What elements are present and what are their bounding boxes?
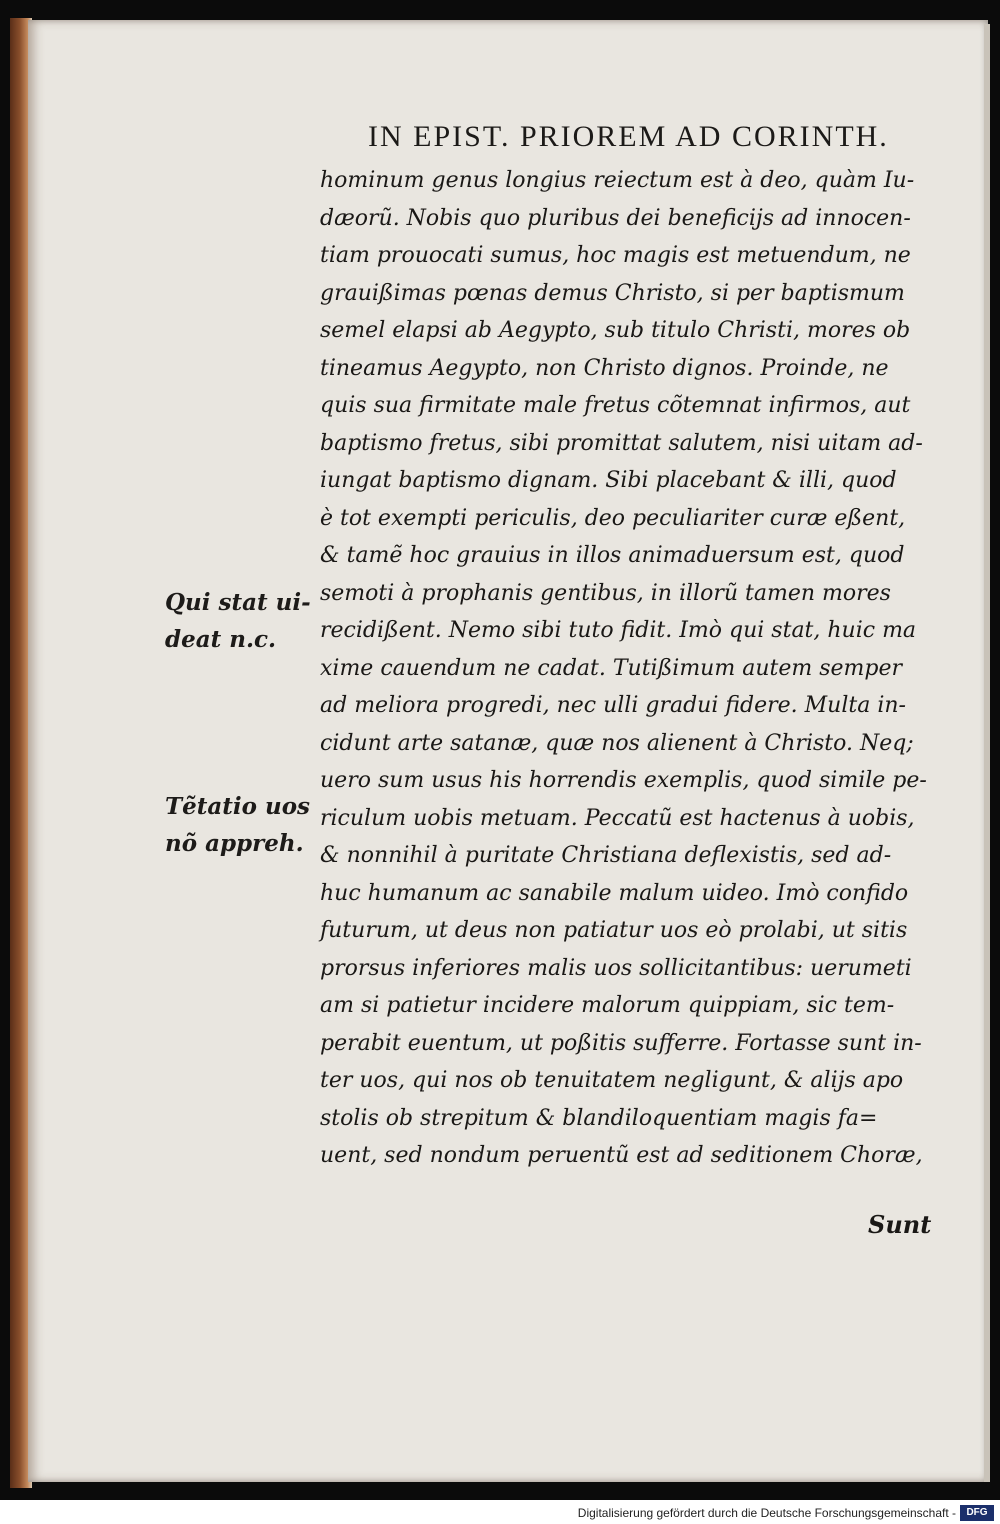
text-line: tineamus Aegypto, non Christo dignos. Proinde, ne: [320, 355, 889, 381]
text-line: perabit euentum, ut poßitis sufferre. Fortasse sunt in-: [320, 1030, 922, 1056]
running-head: IN EPIST. PRIOREM AD CORINTH.: [368, 120, 889, 153]
text-line: uent, sed nondum peruentũ est ad seditionem Choræ,: [320, 1143, 923, 1168]
text-line: tiam prouocati sumus, hoc magis est metuendum, ne: [320, 243, 911, 268]
text-line: è tot exempti periculis, deo peculiariter curæ eßent,: [320, 505, 906, 531]
text-line: ad meliora progredi, nec ulli gradui fidere. Multa in-: [320, 693, 906, 718]
text-line: semoti à prophanis gentibus, in illorũ tamen mores: [320, 580, 891, 606]
text-line: & tamẽ hoc grauius in illos animaduersum est, quod: [320, 543, 905, 568]
marginal-note-line: Qui stat ui-: [165, 589, 311, 616]
text-line: huc humanum ac sanabile malum uideo. Imò confido: [320, 880, 909, 906]
marginal-note: [165, 788, 310, 862]
text-line: quis sua firmitate male fretus cõtemnat infirmos, aut: [320, 393, 911, 418]
text-line: prorsus inferiores malis uos sollicitantibus: uerumeti: [320, 955, 912, 981]
catchword: Sunt: [868, 1210, 932, 1239]
page-edge: [984, 24, 990, 1482]
text-line: ter uos, qui nos ob tenuitatem negligunt, & alijs apo: [320, 1068, 904, 1093]
text-line: baptismo fretus, sibi promittat salutem, nisi uitam ad-: [320, 430, 923, 456]
marginal-note-line: nõ appreh.: [165, 830, 304, 857]
text-line: am si patietur incidere malorum quippiam, sic tem-: [320, 993, 895, 1018]
marginal-note-line: deat n.c.: [165, 626, 276, 653]
main-text: [320, 162, 950, 1175]
text-line: cidunt arte satanæ, quæ nos alienent à Christo. Neq;: [320, 730, 914, 756]
text-line: riculum uobis metuam. Peccatũ est hactenus à uobis,: [320, 805, 915, 831]
marginal-note: [165, 584, 311, 658]
text-line: grauißimas pœnas demus Christo, si per baptismum: [320, 280, 905, 306]
text-line: hominum genus longius reiectum est à deo, quàm Iu-: [320, 168, 915, 193]
text-line: semel elapsi ab Aegypto, sub titulo Christi, mores ob: [320, 318, 911, 343]
text-line: futurum, ut deus non patiatur uos eò prolabi, ut sitis: [320, 918, 908, 943]
marginal-note-line: Tẽtatio uos: [165, 793, 310, 820]
dfg-logo: DFG: [960, 1505, 994, 1521]
text-line: & nonnihil à puritate Christiana deflexistis, sed ad-: [320, 843, 892, 868]
text-line: iungat baptismo dignam. Sibi placebant & illi, quod: [320, 468, 897, 493]
footer-bar: [0, 1502, 1000, 1524]
text-line: dæorũ. Nobis quo pluribus dei beneficijs ad innocen-: [320, 205, 911, 231]
text-line: recidißent. Nemo sibi tuto fidit. Imò qui stat, huic ma: [320, 618, 917, 643]
text-line: xime cauendum ne cadat. Tutißimum autem semper: [320, 655, 902, 681]
text-line: stolis ob strepitum & blandiloquentiam magis fa=: [320, 1105, 878, 1131]
footer-credit: Digitalisierung gefördert durch die Deutsche Forschungsgemeinschaft -: [577, 1506, 956, 1520]
text-line: uero sum usus his horrendis exemplis, quod simile pe-: [320, 768, 927, 793]
